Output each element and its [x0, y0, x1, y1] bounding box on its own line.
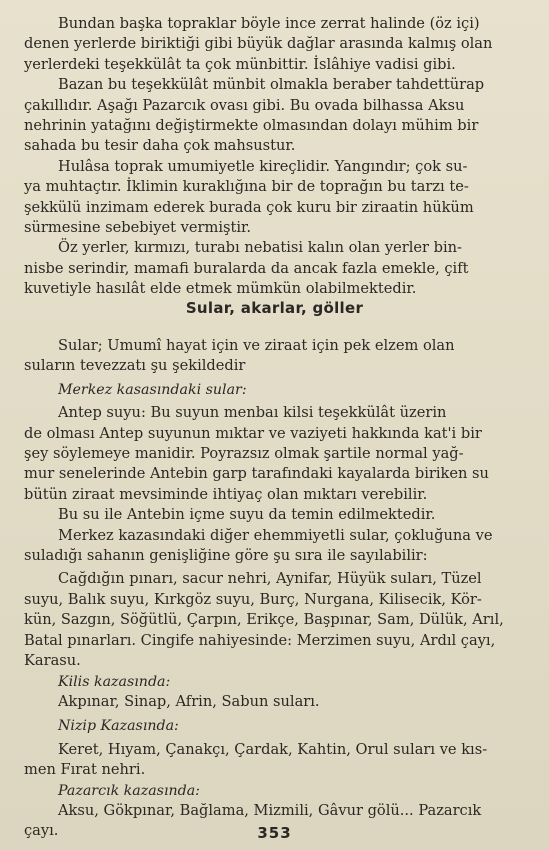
text-line: suların tevezzatı şu şekildedir — [24, 357, 246, 375]
text-line: Aksu, Gökpınar, Bağlama, Mizmili, Gâvur gölü... Pazarcık — [58, 801, 482, 819]
text-line: yerlerdeki teşekkülât ta çok münbittir. İslâhiye vadisi gibi. — [24, 55, 456, 73]
text-line: Bundan başka topraklar böyle ince zerrat halinde (öz içi) — [58, 15, 480, 32]
text-line: Karasu. — [24, 652, 81, 670]
text-line: sürmesine sebebiyet vermiştir. — [24, 219, 252, 237]
text-line: Batal pınarları. Cingife nahiyesinde: Merzimen suyu, Ardıl çayı, — [24, 631, 496, 649]
text-line: Bazan bu teşekkülât münbit olmakla beraber tahdettürap — [58, 76, 485, 94]
text-line: Antep suyu: Bu suyun menbaı kilsi teşekkülât üzerin — [58, 404, 447, 422]
text-line: Keret, Hıyam, Çanakçı, Çardak, Kahtin, Orul suları ve kıs- — [58, 740, 488, 758]
waters-section — [24, 336, 532, 842]
text-line: Öz yerler, kırmızı, turabı nebatisi kalın olan yerler bin- — [58, 239, 462, 257]
paragraph-summary — [24, 157, 532, 239]
text-line: kuvetiyle hasılât elde etmek mümkün olabilmektedir. — [24, 280, 417, 298]
text-line: men Fırat nehri. — [24, 761, 146, 779]
text-line: çayı. — [24, 822, 59, 840]
subheading-nizip: Nizip Kazasında: — [58, 718, 179, 735]
text-line: Akpınar, Sinap, Afrin, Sabun suları. — [58, 692, 320, 710]
paragraph-oz-lands — [24, 238, 532, 299]
paragraph-nizip — [24, 740, 532, 781]
section-heading: Sular, akarlar, göller — [185, 299, 364, 317]
text-line: Cağdığın pınarı, sacur nehri, Aynifar, Hüyük suları, Tüzel — [58, 570, 482, 588]
paragraph-waters-intro — [24, 336, 532, 377]
text-line: şekkülü inzimam ederek burada çok kuru bir ziraatin hüküm — [24, 198, 474, 216]
text-line: Merkez kazasındaki diğer ehemmiyetli sular, çokluğuna ve — [58, 526, 493, 544]
subheading-merkez: Merkez kasasındaki sular: — [58, 381, 247, 398]
text-line: denen yerlerde biriktiği gibi büyük dağlar arasında kalmış olan — [24, 35, 493, 53]
paragraph-soil-deposits — [24, 14, 532, 75]
text-line: kün, Sazgın, Söğütlü, Çarpın, Erikçe, Başpınar, Sam, Dülük, Arıl, — [24, 611, 504, 629]
paragraph-gravel — [24, 75, 532, 157]
soil-section — [24, 14, 532, 300]
paragraph-kilis — [24, 692, 532, 712]
text-line: suyu, Balık suyu, Kırkgöz suyu, Burç, Nurgana, Kilisecik, Kör- — [24, 590, 482, 608]
text-line: suladığı sahanın genişliğine göre şu sıra ile sayılabilir: — [24, 547, 428, 565]
text-line: şey söylemeye manidir. Poyrazsız olmak şartile normal yağ- — [24, 445, 464, 463]
text-line: Sular; Umumî hayat için ve ziraat için pek elzem olan — [58, 337, 455, 354]
text-line: de olması Antep suyunun mıktar ve vaziyeti hakkında kat'i bir — [24, 424, 482, 442]
subheading-kilis: Kilis kazasında: — [58, 673, 171, 690]
text-line: çakıllıdır. Aşağı Pazarcık ovası gibi. Bu ovada bilhassa Aksu — [24, 96, 465, 114]
subheading-pazarcik: Pazarcık kazasında: — [58, 782, 200, 799]
text-line: nehrinin yatağını değiştirmekte olmasından dolayı mühim bir — [24, 117, 479, 135]
page-number: 353 — [257, 824, 292, 842]
paragraph-antep-water — [24, 403, 532, 566]
text-line: ya muhtaçtır. İklimin kuraklığına bir de toprağın bu tarzı te- — [24, 178, 469, 196]
text-line: bütün ziraat mevsiminde ihtiyaç olan mıktarı verebilir. — [24, 485, 428, 503]
paragraph-merkez-list — [24, 569, 532, 671]
text-line: sahada bu tesir daha çok mahsustur. — [24, 137, 296, 155]
text-line: Bu su ile Antebin içme suyu da temin edilmektedir. — [58, 506, 436, 524]
text-line: mur senelerinde Antebin garp tarafındaki kayalarda biriken su — [24, 465, 489, 483]
text-line: Hulâsa toprak umumiyetle kireçlidir. Yangındır; çok su- — [58, 157, 468, 175]
text-line: nisbe serindir, mamafi buralarda da ancak fazla emekle, çift — [24, 259, 469, 277]
